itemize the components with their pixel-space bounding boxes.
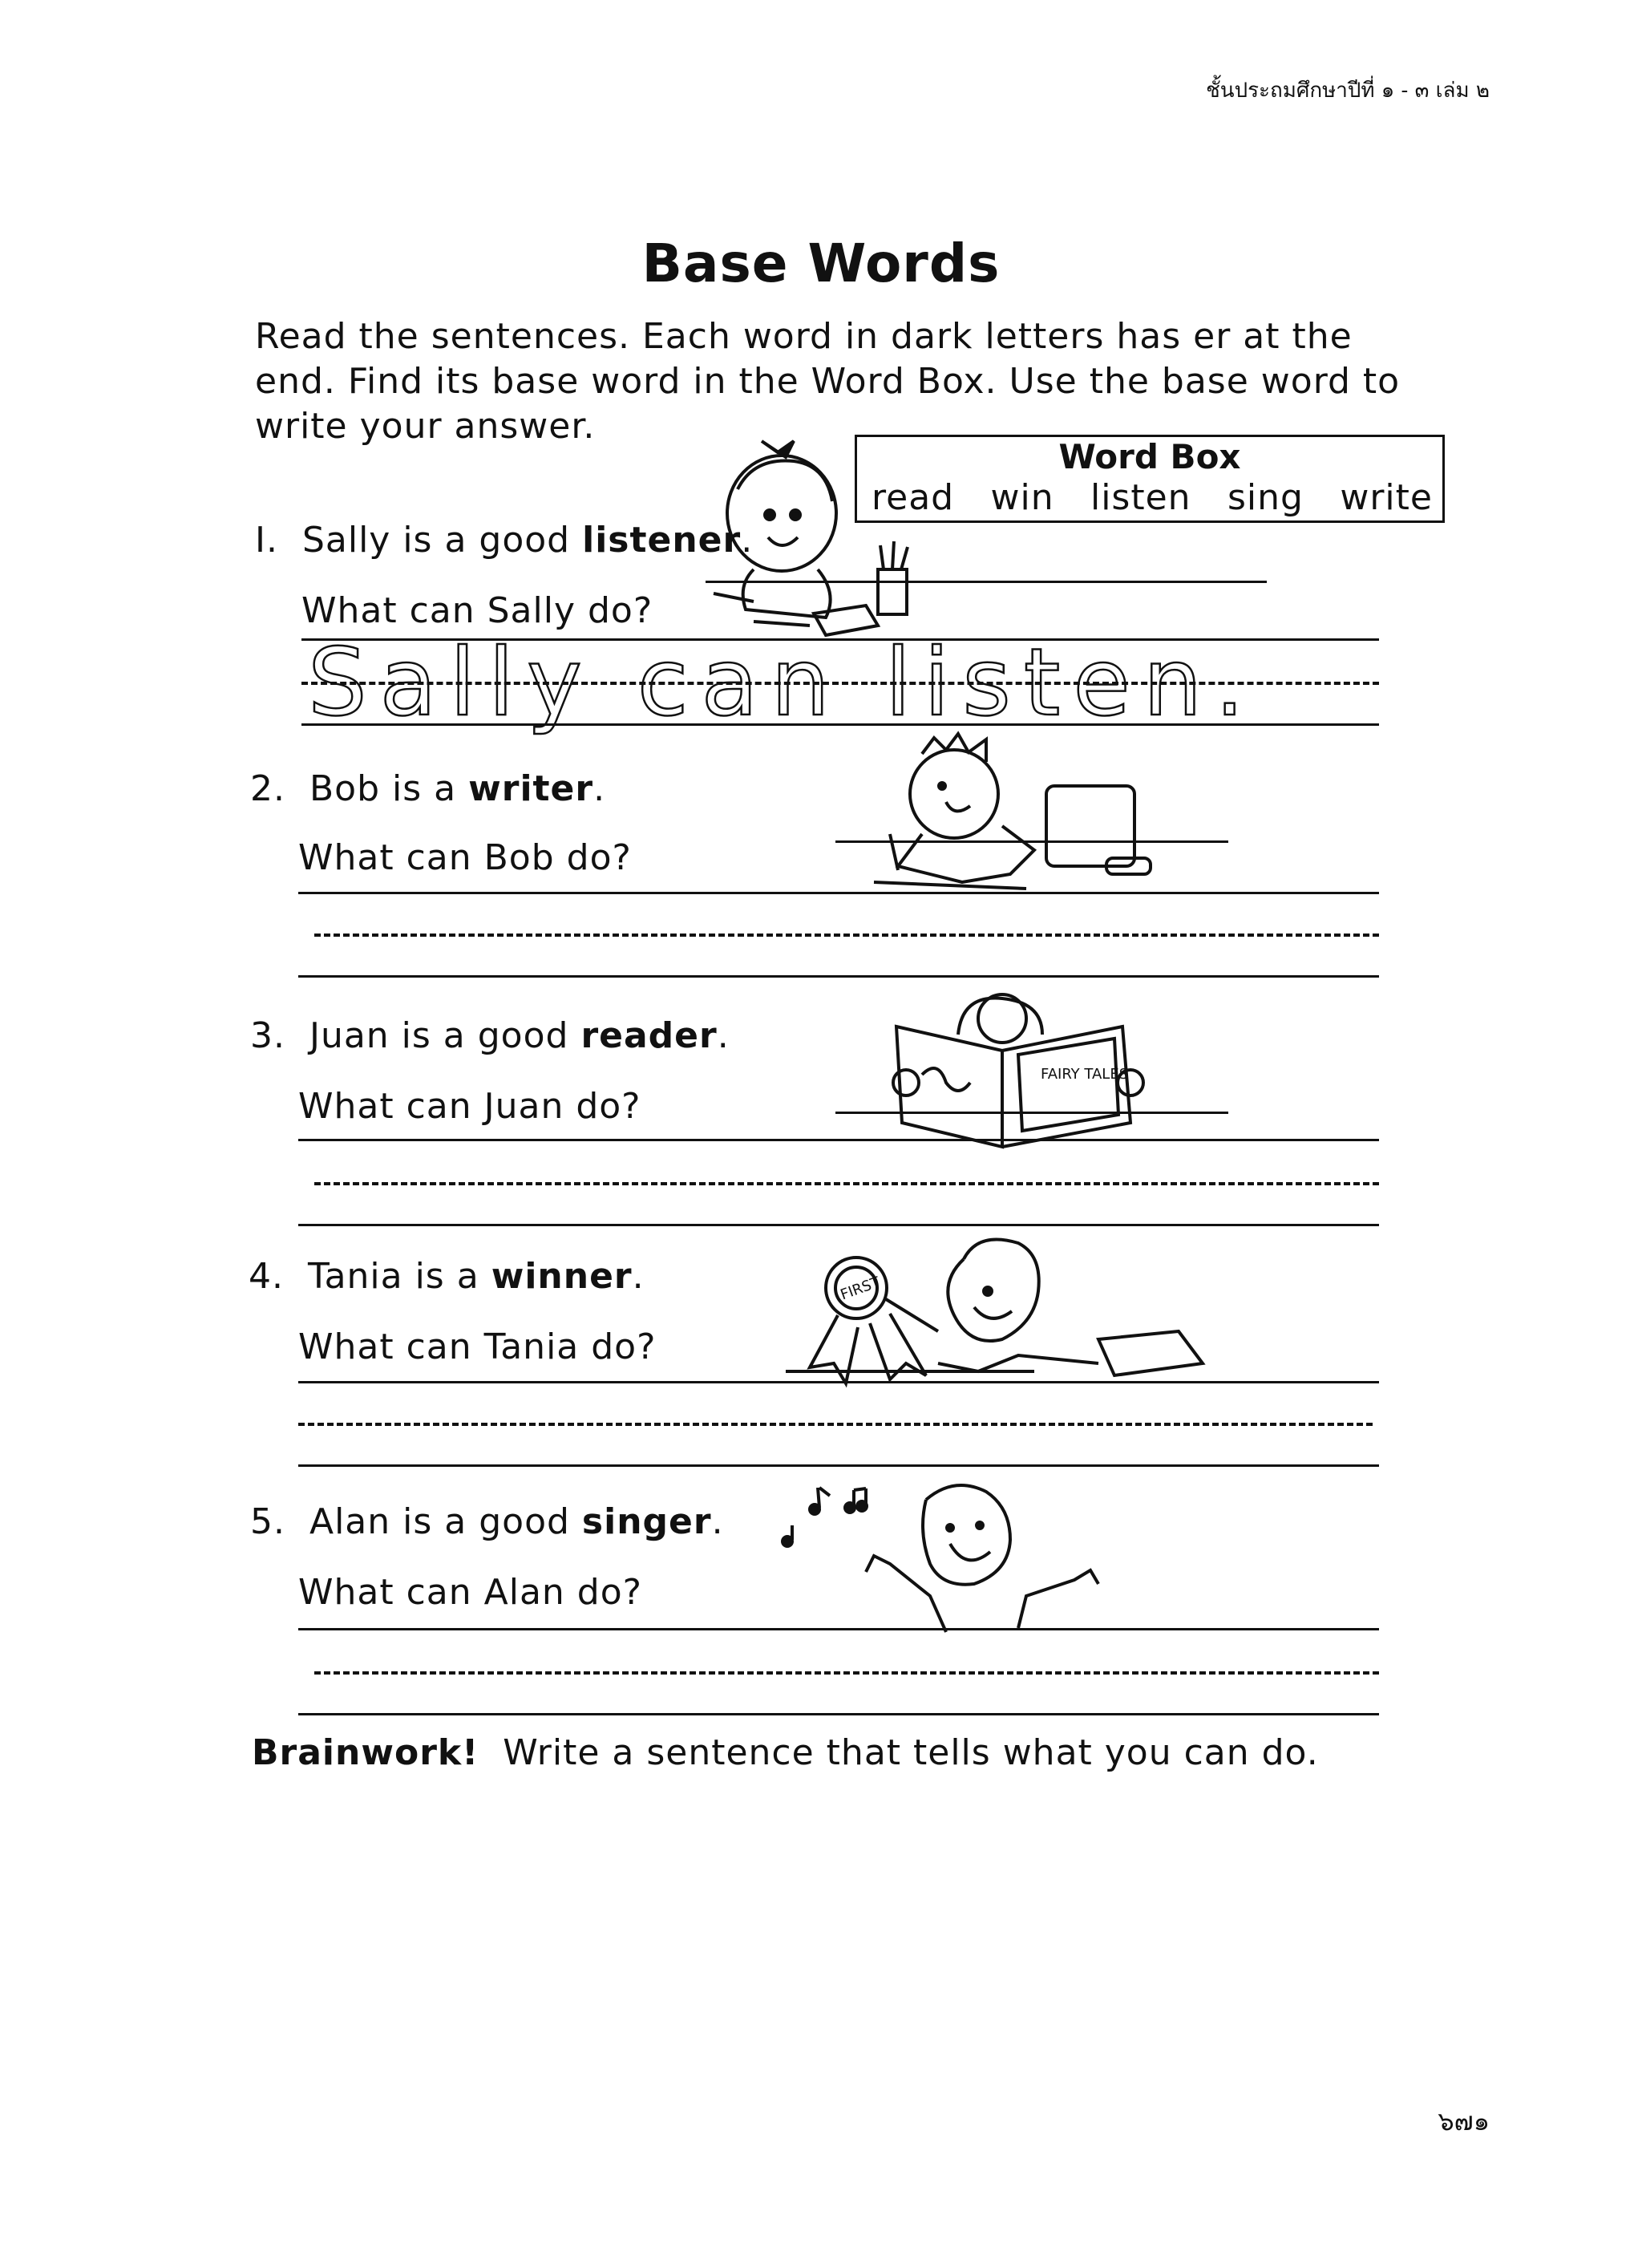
- answer-line-bottom: [298, 1713, 1379, 1715]
- paper-icon: [1098, 1331, 1203, 1375]
- dark-word: writer: [468, 768, 594, 809]
- question-5-prompt: What can Alan do?: [298, 1572, 642, 1613]
- answer-line-mid: [314, 1182, 1379, 1185]
- book-cover-text: FAIRY TALES: [1041, 1066, 1129, 1083]
- boy-singing-illustration: [770, 1476, 1138, 1636]
- word-box: [855, 435, 1445, 523]
- answer-line-top: [298, 892, 1379, 894]
- brainwork-label: Brainwork!: [252, 1732, 479, 1773]
- brainwork: [252, 1732, 1319, 1773]
- question-number: I.: [255, 520, 278, 561]
- question-3-sentence: 3. Juan is a good reader.: [250, 1015, 730, 1056]
- word-box-word: win: [990, 477, 1054, 518]
- answer-line-mid: [314, 934, 1379, 937]
- question-4-prompt: What can Tania do?: [298, 1326, 657, 1367]
- traced-example-answer: Sally can listen.: [308, 629, 1258, 737]
- boy-reading-illustration: [890, 986, 1155, 1147]
- question-2-sentence: 2. Bob is a writer.: [250, 768, 606, 809]
- question-1-sentence: I. Sally is a good listener.: [255, 520, 754, 561]
- question-3-prompt: What can Juan do?: [298, 1086, 641, 1127]
- word-box-word: listen: [1090, 477, 1191, 518]
- boy-writing-illustration: [866, 730, 1235, 890]
- word-box-words: [872, 477, 1433, 518]
- answer-line-bottom: [298, 1224, 1379, 1226]
- grade-header: ชั้นประถมศึกษาปีที่ ๑ - ๓ เล่ม ๒: [1206, 79, 1490, 103]
- question-number: 2.: [250, 768, 285, 809]
- question-1-prompt: What can Sally do?: [301, 590, 653, 631]
- word-box-word: sing: [1227, 477, 1304, 518]
- girl-listening-illustration: [706, 425, 914, 642]
- answer-line-mid: [314, 1671, 1379, 1675]
- page-title: Base Words: [641, 233, 1001, 294]
- instructions-line-2: end. Find its base word in the Word Box. Use the base word to: [255, 361, 1401, 402]
- answer-line-top: [298, 1139, 1379, 1141]
- question-2-prompt: What can Bob do?: [298, 837, 632, 878]
- answer-line-bottom: [298, 975, 1379, 978]
- dark-word: listener: [582, 520, 742, 561]
- instructions-line-3: write your answer.: [255, 406, 596, 447]
- word-box-word: write: [1340, 477, 1433, 518]
- brainwork-text: Write a sentence that tells what you can do.: [503, 1732, 1319, 1773]
- ribbon-text: FIRST: [838, 1274, 883, 1304]
- dark-word: winner: [491, 1256, 633, 1297]
- music-note-icon: [783, 1488, 867, 1546]
- answer-line-bottom: [298, 1464, 1379, 1467]
- question-number: 3.: [250, 1015, 285, 1056]
- word-box-title: Word Box: [1058, 437, 1241, 476]
- word-box-word: read: [872, 477, 955, 518]
- answer-line-mid: [298, 1423, 1373, 1426]
- pencil-cup-icon: [878, 541, 908, 614]
- instructions-line-1: Read the sentences. Each word in dark letters has er at the: [255, 316, 1353, 357]
- question-number: 5.: [250, 1501, 285, 1542]
- question-4-sentence: 4. Tania is a winner.: [249, 1256, 645, 1297]
- question-5-sentence: 5. Alan is a good singer.: [250, 1501, 724, 1542]
- dark-word: reader: [580, 1015, 718, 1056]
- page-number: ๖๗๑: [1438, 2106, 1490, 2136]
- dark-word: singer: [581, 1501, 712, 1542]
- girl-winning-illustration: [778, 1235, 1227, 1395]
- question-number: 4.: [249, 1256, 284, 1297]
